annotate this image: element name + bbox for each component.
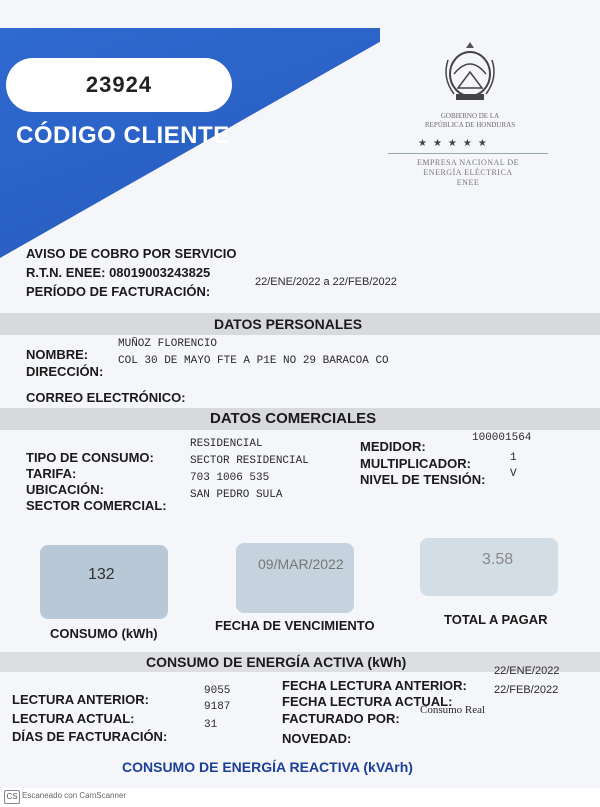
due-date-label: FECHA DE VENCIMIENTO xyxy=(215,618,375,633)
curr-reading-value: 9187 xyxy=(204,701,231,713)
email-label: CORREO ELECTRÓNICO: xyxy=(26,390,186,405)
notice-label: AVISO DE COBRO POR SERVICIO xyxy=(26,246,237,261)
reactive-section-title: CONSUMO DE ENERGÍA REACTIVA (kVArh) xyxy=(122,759,413,775)
sector-value: SAN PEDRO SULA xyxy=(190,489,283,501)
multiplier-value: 1 xyxy=(510,452,517,464)
voltage-value: V xyxy=(510,468,517,480)
prev-reading-label: LECTURA ANTERIOR: xyxy=(12,692,149,707)
total-label: TOTAL A PAGAR xyxy=(444,612,548,627)
sector-label: SECTOR COMERCIAL: xyxy=(26,498,167,513)
tariff-label: TARIFA: xyxy=(26,466,77,481)
rtn-label: R.T.N. ENEE: 08019003243825 xyxy=(26,265,211,280)
stars-row: ★★★★★ xyxy=(418,138,493,149)
prev-date-value: 22/ENE/2022 xyxy=(494,665,560,677)
consumption-label: CONSUMO (kWh) xyxy=(50,626,158,641)
multiplier-label: MULTIPLICADOR: xyxy=(360,456,471,471)
curr-reading-label: LECTURA ACTUAL: xyxy=(12,711,135,726)
location-value: 703 1006 535 xyxy=(190,472,270,484)
total-value: 3.58 xyxy=(482,551,514,568)
meter-label: MEDIDOR: xyxy=(360,439,426,454)
consumption-type-label: TIPO DE CONSUMO: xyxy=(26,450,154,465)
period-label: PERÍODO DE FACTURACIÓN: xyxy=(26,284,211,299)
company-line-3: ENEE xyxy=(456,178,480,187)
location-label: UBICACIÓN: xyxy=(26,482,104,497)
personal-section-title: DATOS PERSONALES xyxy=(214,316,363,332)
address-label: DIRECCIÓN: xyxy=(26,364,104,379)
scanner-caption: Escaneado con CamScanner xyxy=(22,791,127,800)
days-value: 31 xyxy=(204,719,218,731)
company-line-1: EMPRESA NACIONAL DE xyxy=(416,158,520,167)
prev-reading-value: 9055 xyxy=(204,685,231,697)
tariff-value: SECTOR RESIDENCIAL xyxy=(190,455,309,467)
company-caption xyxy=(388,158,548,188)
commercial-section-title: DATOS COMERCIALES xyxy=(210,410,377,427)
billed-by-label: FACTURADO POR: xyxy=(282,711,400,726)
curr-date-value: 22/FEB/2022 xyxy=(494,684,559,696)
address-value: COL 30 DE MAYO FTE A P1E NO 29 BARACOA CO xyxy=(118,355,389,367)
meter-value: 100001564 xyxy=(472,432,532,444)
consumption-type-value: RESIDENCIAL xyxy=(190,438,263,450)
curr-date-label: FECHA LECTURA ACTUAL: xyxy=(282,694,453,709)
client-code-label: CÓDIGO CLIENTE xyxy=(16,122,230,149)
gov-line-2: REPÚBLICA DE HONDURAS xyxy=(424,121,516,129)
active-section-title: CONSUMO DE ENERGÍA ACTIVA (kWh) xyxy=(146,654,407,670)
honduras-seal-icon xyxy=(440,40,500,104)
prev-date-label: FECHA LECTURA ANTERIOR: xyxy=(282,678,467,693)
novelty-label: NOVEDAD: xyxy=(282,731,352,746)
name-value: MUÑOZ FLORENCIO xyxy=(118,338,218,350)
billed-by-value: Consumo Real xyxy=(420,704,486,716)
gov-line-1: GOBIERNO DE LA xyxy=(440,112,500,120)
client-code-value: 23924 xyxy=(85,72,153,97)
days-label: DÍAS DE FACTURACIÓN: xyxy=(12,729,168,744)
government-caption xyxy=(395,112,545,130)
header-divider xyxy=(388,153,548,154)
due-date-box xyxy=(236,543,354,613)
company-line-2: ENERGÍA ELÉCTRICA xyxy=(423,168,513,177)
consumption-value: 132 xyxy=(88,566,115,583)
voltage-label: NIVEL DE TENSIÓN: xyxy=(360,472,486,487)
due-date-value: 09/MAR/2022 xyxy=(258,556,344,572)
name-label: NOMBRE: xyxy=(26,347,89,362)
period-value: 22/ENE/2022 a 22/FEB/2022 xyxy=(255,276,397,288)
camscanner-logo-icon: CS xyxy=(4,790,20,804)
